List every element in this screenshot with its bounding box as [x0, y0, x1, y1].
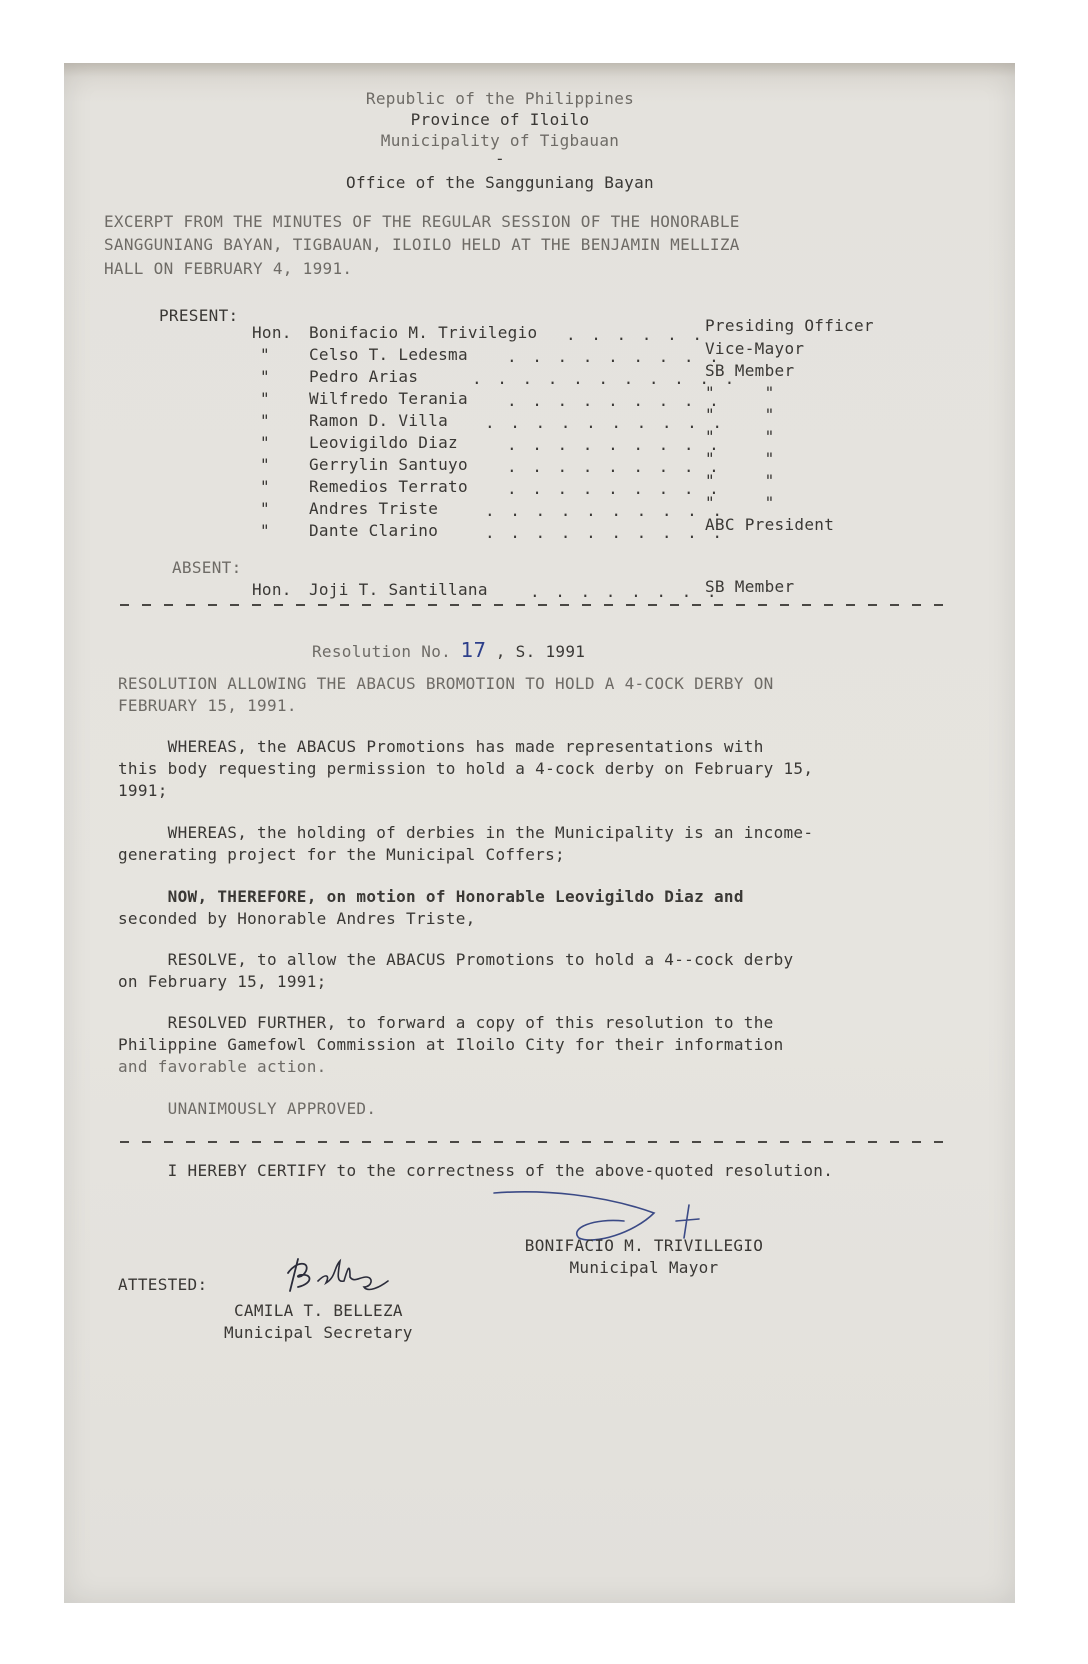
whereas-1-line-1: WHEREAS, the ABACUS Promotions has made representations with: [118, 737, 764, 756]
whereas-2-line-2: generating project for the Municipal Coffers;: [118, 845, 565, 864]
divider-top: [120, 604, 955, 606]
attendee-role: Vice-Mayor: [705, 339, 805, 358]
attendee-name: Celso T. Ledesma: [309, 345, 468, 364]
attendee-name: Remedios Terrato: [309, 477, 468, 496]
mayor-title: Municipal Mayor: [569, 1258, 719, 1277]
attendee-name: Wilfredo Terania: [309, 389, 468, 408]
present-label: PRESENT:: [159, 306, 239, 325]
attendee-role: " ": [705, 449, 775, 468]
resolution-number-prefix: Resolution No.: [312, 642, 452, 661]
attendee-honorific: ": [260, 433, 270, 452]
absent-honorific: Hon.: [252, 580, 292, 599]
attendee-role: SB Member: [705, 361, 795, 380]
header-municipality: Municipality of Tigbauan: [380, 131, 620, 150]
header-dash: -: [495, 149, 505, 168]
leader-dots: . . . . . . . .: [530, 582, 720, 601]
unanimously-approved: UNANIMOUSLY APPROVED.: [118, 1099, 377, 1118]
whereas-2-line-1: WHEREAS, the holding of derbies in the Municipality is an income-: [118, 823, 814, 842]
leader-dots: . . . . . . . . .: [507, 479, 722, 498]
document-page: [64, 63, 1015, 1603]
attendee-role: ABC President: [705, 515, 835, 534]
attendee-name: Andres Triste: [309, 499, 439, 518]
attendee-honorific: ": [260, 521, 270, 540]
header-republic: Republic of the Philippines: [365, 89, 635, 108]
attendee-role: " ": [705, 493, 775, 512]
attendee-honorific: ": [260, 367, 270, 386]
resolution-number-line: [312, 638, 585, 662]
attendee-name: Bonifacio M. Trivilegio: [309, 323, 538, 342]
attendee-role: " ": [705, 383, 775, 402]
attendee-honorific: ": [260, 411, 270, 430]
attendee-name: Ramon D. Villa: [309, 411, 449, 430]
resolution-series: , S. 1991: [495, 642, 586, 661]
leader-dots: . . . . . . . . .: [507, 435, 722, 454]
attendee-name: Dante Clarino: [309, 521, 439, 540]
resolve-line-2: on February 15, 1991;: [118, 972, 327, 991]
resolved-further-line-2: Philippine Gamefowl Commission at Iloilo City for their information: [118, 1035, 784, 1054]
secretary-title: Municipal Secretary: [224, 1323, 413, 1342]
absent-name: Joji T. Santillana: [309, 580, 488, 599]
leader-dots: . . . . . . . . . . .: [472, 369, 738, 388]
resolution-title-line-1: RESOLUTION ALLOWING THE ABACUS BROMOTION TO HOLD A 4-COCK DERBY ON: [118, 674, 774, 693]
resolution-title-line-2: FEBRUARY 15, 1991.: [118, 696, 297, 715]
attendee-role: " ": [705, 427, 775, 446]
secretary-name: CAMILA T. BELLEZA: [234, 1301, 403, 1320]
attendee-name: Leovigildo Diaz: [309, 433, 458, 452]
whereas-1-line-2: this body requesting permission to hold a 4-cock derby on February 15,: [118, 759, 814, 778]
mayor-name: BONIFACIO M. TRIVILLEGIO: [524, 1236, 764, 1255]
leader-dots: . . . . . . . . .: [507, 457, 722, 476]
attendee-honorific: Hon.: [252, 323, 292, 342]
attendee-role: Presiding Officer: [705, 316, 874, 335]
secretary-signature: [284, 1253, 394, 1299]
resolve-line-1: RESOLVE, to allow the ABACUS Promotions to hold a 4--cock derby: [118, 950, 794, 969]
absent-role: SB Member: [705, 577, 795, 596]
attendee-honorific: ": [260, 345, 270, 364]
leader-dots: . . . . . . . . . .: [485, 501, 726, 520]
resolution-number-value: 17: [460, 638, 487, 662]
attendee-honorific: ": [260, 389, 270, 408]
leader-dots: . . . . . . . . . .: [485, 523, 726, 542]
excerpt-line-3: HALL ON FEBRUARY 4, 1991.: [104, 259, 353, 278]
attendee-honorific: ": [260, 455, 270, 474]
absent-label: ABSENT:: [172, 558, 242, 577]
attendee-honorific: ": [260, 499, 270, 518]
attendee-role: " ": [705, 405, 775, 424]
attendee-name: Gerrylin Santuyo: [309, 455, 468, 474]
attested-label: ATTESTED:: [118, 1275, 208, 1294]
attendee-name: Pedro Arias: [309, 367, 419, 386]
certification-statement: I HEREBY CERTIFY to the correctness of the above-quoted resolution.: [118, 1161, 834, 1180]
excerpt-line-2: SANGGUNIANG BAYAN, TIGBAUAN, ILOILO HELD AT THE BENJAMIN MELLIZA: [104, 235, 740, 254]
leader-dots: . . . . . . . . .: [507, 391, 722, 410]
now-therefore-line-2: seconded by Honorable Andres Triste,: [118, 909, 476, 928]
header-province: Province of Iloilo: [410, 110, 590, 129]
leader-dots: . . . . . .: [566, 325, 705, 344]
whereas-1-line-3: 1991;: [118, 781, 168, 800]
leader-dots: . . . . . . . . . .: [485, 413, 726, 432]
now-therefore-line-1: NOW, THEREFORE, on motion of Honorable Leovigildo Diaz and: [118, 887, 744, 906]
divider-bottom: [120, 1141, 955, 1143]
resolved-further-line-3: and favorable action.: [118, 1057, 327, 1076]
leader-dots: . . . . . . . . .: [507, 347, 722, 366]
excerpt-line-1: EXCERPT FROM THE MINUTES OF THE REGULAR SESSION OF THE HONORABLE: [104, 212, 740, 231]
resolved-further-line-1: RESOLVED FURTHER, to forward a copy of this resolution to the: [118, 1013, 774, 1032]
header-office: Office of the Sangguniang Bayan: [346, 173, 654, 192]
attendee-role: " ": [705, 471, 775, 490]
attendee-honorific: ": [260, 477, 270, 496]
